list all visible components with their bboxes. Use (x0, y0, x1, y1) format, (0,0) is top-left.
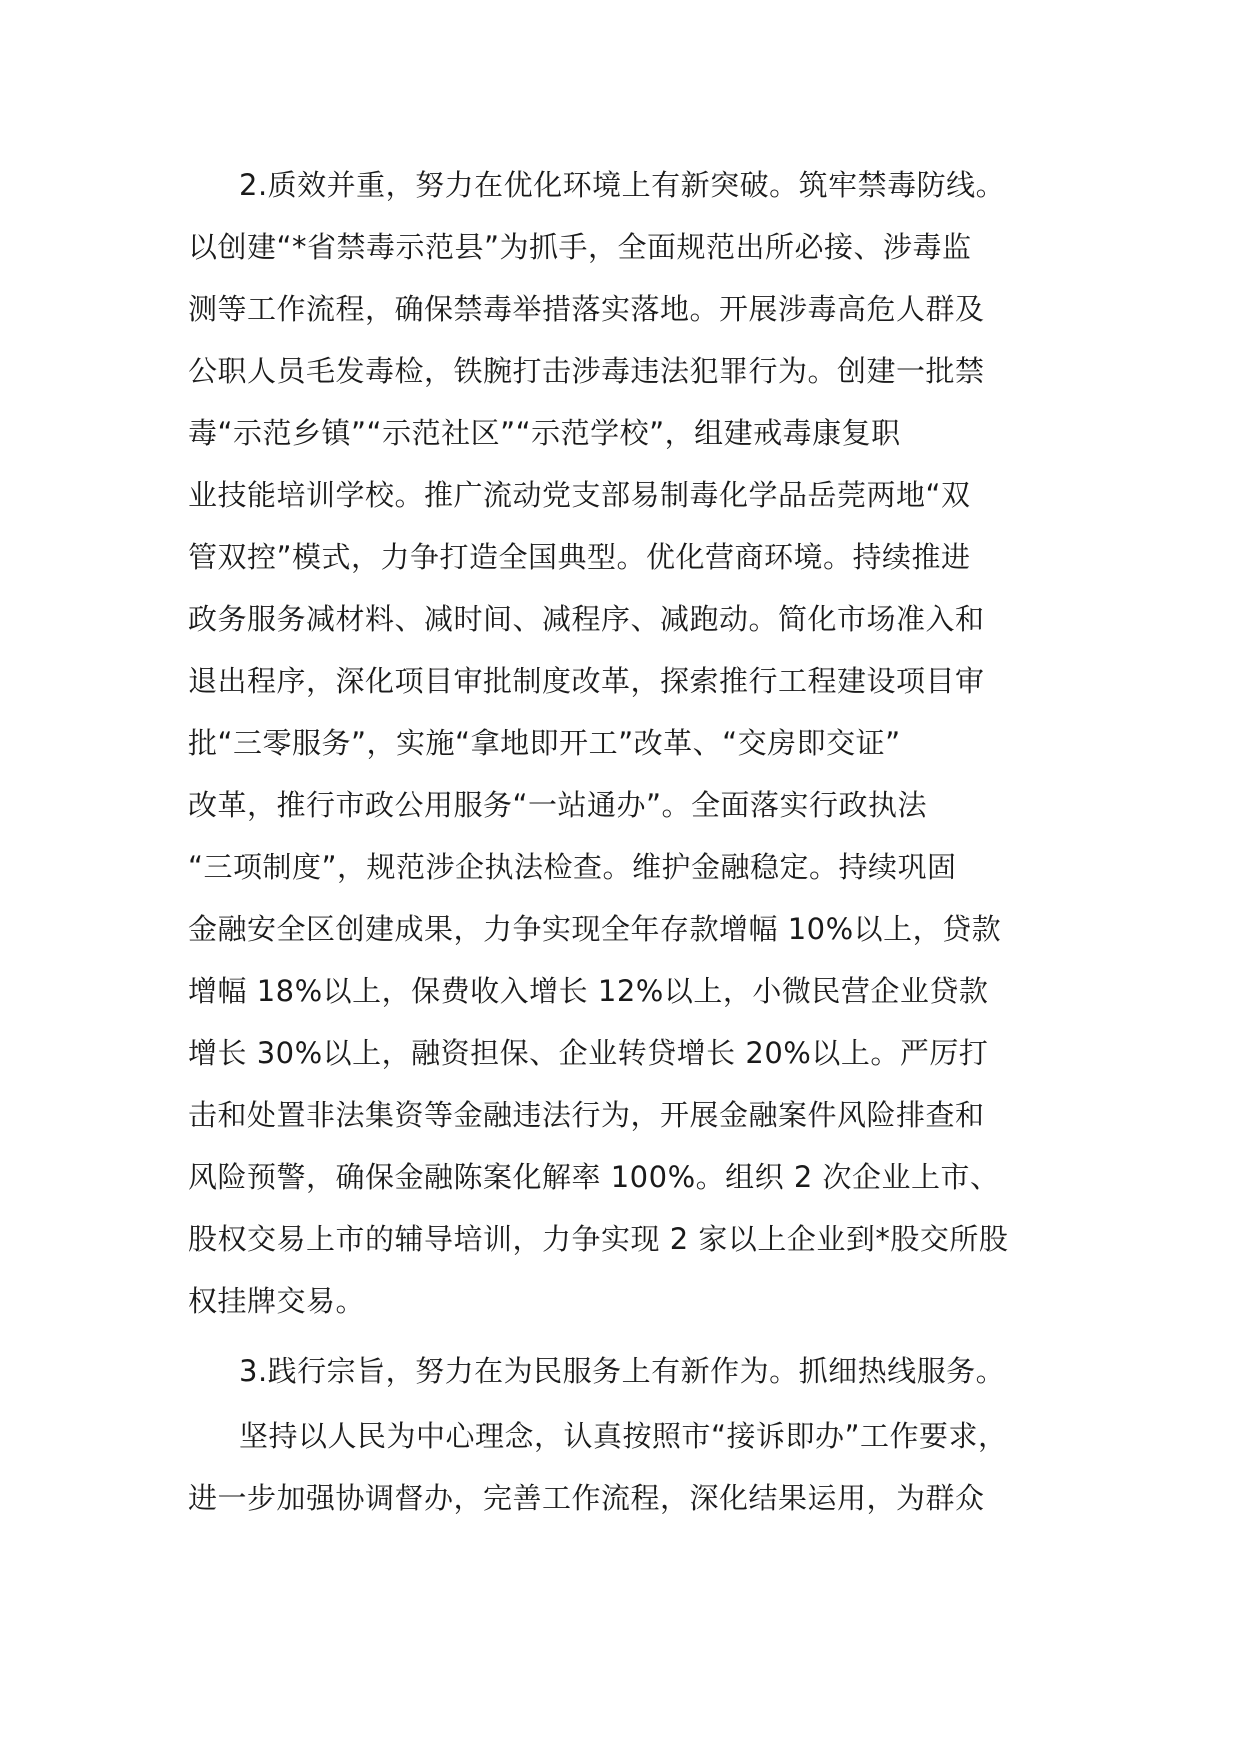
paragraph-line: 公职人员毛发毒检，铁腕打击涉毒违法犯罪行为。创建一批禁 (188, 354, 985, 388)
paragraph-line: 管双控”模式，力争打造全国典型。优化营商环境。持续推进 (188, 540, 971, 574)
paragraph-line: 3.践行宗旨，努力在为民服务上有新作为。抓细热线服务。 (239, 1354, 1006, 1388)
paragraph-line: 进一步加强协调督办，完善工作流程，深化结果运用，为群众 (188, 1481, 985, 1515)
paragraph-line: 权挂牌交易。 (188, 1284, 366, 1318)
paragraph-hotline-service (188, 1405, 1064, 1529)
paragraph-line: 毒“示范乡镇”“示范社区”“示范学校”，组建戒毒康复职 (188, 416, 901, 450)
paragraph-line: “三项制度”，规范涉企执法检查。维护金融稳定。持续巩固 (188, 850, 957, 884)
paragraph-line: 退出程序，深化项目审批制度改革，探索推行工程建设项目审 (188, 664, 985, 698)
paragraph-quality-efficiency (188, 154, 1064, 1332)
paragraph-line: 增长 30%以上，融资担保、企业转贷增长 20%以上。严厉打 (188, 1036, 989, 1070)
paragraph-line: 政务服务减材料、减时间、减程序、减跑动。简化市场准入和 (188, 602, 985, 636)
paragraph-line: 金融安全区创建成果，力争实现全年存款增幅 10%以上，贷款 (188, 912, 1002, 946)
paragraph-line: 坚持以人民为中心理念，认真按照市“接诉即办”工作要求， (239, 1419, 1008, 1453)
paragraph-line: 2.质效并重，努力在优化环境上有新突破。筑牢禁毒防线。 (239, 168, 1006, 202)
paragraph-line: 以创建“*省禁毒示范县”为抓手，全面规范出所必接、涉毒监 (188, 230, 972, 264)
paragraph-line: 击和处置非法集资等金融违法行为，开展金融案件风险排查和 (188, 1098, 985, 1132)
paragraph-line: 增幅 18%以上，保费收入增长 12%以上，小微民营企业贷款 (188, 974, 989, 1008)
paragraph-line: 测等工作流程，确保禁毒举措落实落地。开展涉毒高危人群及 (188, 292, 985, 326)
paragraph-line: 改革，推行市政公用服务“一站通办”。全面落实行政执法 (188, 788, 928, 822)
paragraph-line: 批“三零服务”，实施“拿地即开工”改革、“交房即交证” (188, 726, 901, 760)
paragraph-serve-people-heading (188, 1340, 1064, 1402)
paragraph-line: 业技能培训学校。推广流动党支部易制毒化学品岳莞两地“双 (188, 478, 971, 512)
paragraph-line: 风险预警，确保金融陈案化解率 100%。组织 2 次企业上市、 (188, 1160, 1000, 1194)
paragraph-line: 股权交易上市的辅导培训，力争实现 2 家以上企业到*股交所股 (188, 1222, 1009, 1256)
